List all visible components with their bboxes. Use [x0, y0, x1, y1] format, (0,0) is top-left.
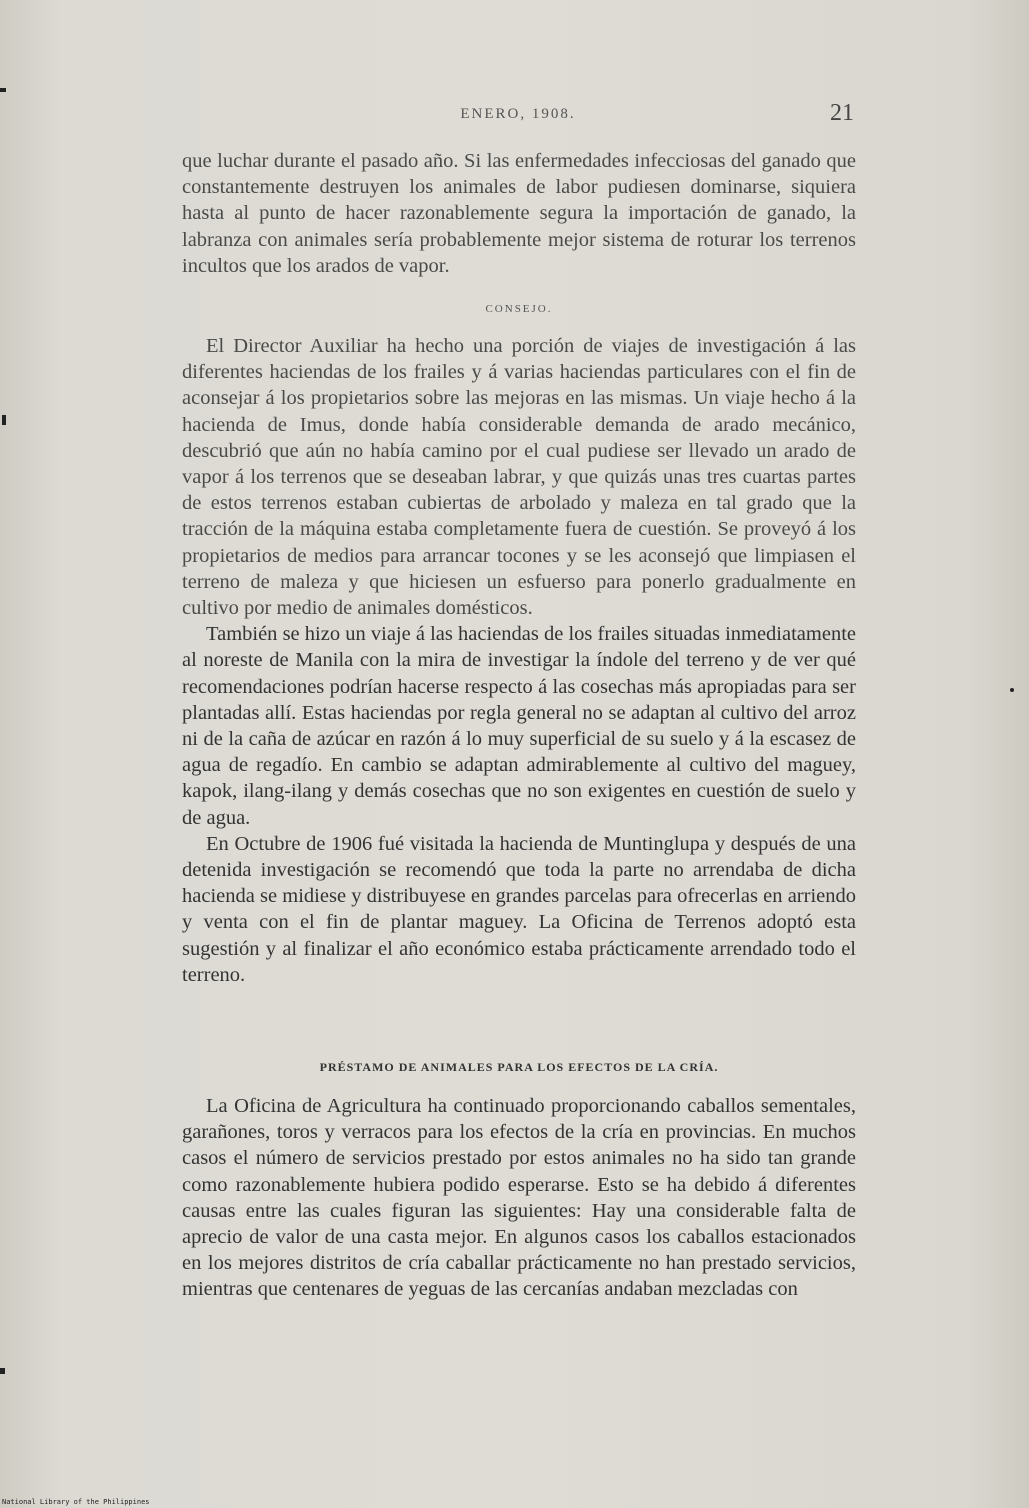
paragraph: La Oficina de Agricultura ha continuado proporcionando caballos sementales, garañones, toros y verracos para los efectos de la cría en provincias. En muchos casos el número de servicios prestado por estos animales no ha sido tan grande como razonablemente hubiera podido esperarse. Esto se ha debido á diferentes causas entre las cuales figuran las siguientes: Hay una considerable falta de aprecio de valor de una casta mejor. En algunos casos los caballos estacionados en los mejores distritos de cría caballar prácticamente no han prestado servicios, mientras que centenares de yeguas de las cercanías andaban mezcladas con	[182, 1095, 856, 1301]
section-heading-consejo: CONSEJO.	[485, 303, 553, 315]
paragraph: También se hizo un viaje á las haciendas de los frailes situadas inmediatamente al noreste de Manila con la mira de investigar la índole del terreno y de ver qué recomendaciones podrían hacerse respecto á las cosechas más apropiadas para ser plantadas allí. Estas haciendas por regla general no se adaptan al cultivo del arroz ni de la caña de azúcar en razón á lo muy superficial de su suelo y á la escasez de agua de regadío. En cambio se adaptan admirablemente al cultivo del maguey, kapok, ilang-ilang y demás cosechas que no son exigentes en cuestión de suelo y de agua.	[182, 623, 856, 829]
library-credit: National Library of the Philippines	[2, 1498, 150, 1506]
text-block-2	[182, 333, 856, 988]
running-head: ENERO, 1908.	[460, 106, 576, 122]
page-number: 21	[830, 100, 854, 126]
paragraph: que luchar durante el pasado año. Si las enfermedades infecciosas del ganado que constantemente destruyen los animales de labor pudiesen dominarse, siquiera hasta al punto de hacer razonablemente segura la importación de ganado, la labranza con animales sería probablemente mejor sistema de roturar los terrenos incultos que los arados de vapor.	[182, 150, 856, 277]
section-heading-prestamo: PRÉSTAMO DE ANIMALES PARA LOS EFECTOS DE LA CRÍA.	[319, 1060, 719, 1074]
margin-mark	[0, 88, 6, 92]
text-block-1	[182, 148, 856, 279]
paragraph: En Octubre de 1906 fué visitada la hacienda de Muntinglupa y después de una detenida investigación se recomendó que toda la parte no arrendaba de dicha hacienda se midiese y distribuyese en grandes parcelas para ofrecerlas en arriendo y venta con el fin de plantar maguey. La Oficina de Terrenos adoptó esta sugestión y al finalizar el año económico estaba prácticamente arrendado todo el terreno.	[182, 832, 856, 986]
margin-mark	[0, 1368, 5, 1374]
page-header	[182, 100, 854, 130]
text-block-3	[182, 1093, 856, 1303]
margin-mark	[2, 415, 6, 425]
paragraph: El Director Auxiliar ha hecho una porción de viajes de investigación á las diferentes haciendas de los frailes y á varias haciendas particulares con el fin de aconsejar á los propietarios sobre las mejoras en las mismas. Un viaje hecho á la hacienda de Imus, donde había considerable demanda de arado mecánico, descubrió que aún no había camino por el cual pudiese ser llevado un arado de vapor á los terrenos que se deseaban labrar, y que quizás unas tres cuartas partes de estos terrenos estaban cubiertas de arbolado y maleza en tal grado que la tracción de la máquina estaba completamente fuera de cuestión. Se proveyó á los propietarios de medios para arrancar tocones y se les aconsejó que limpiasen el terreno de maleza y que hiciesen un esfuerso para ponerlo gradualmente en cultivo por medio de animales domésticos.	[182, 335, 856, 620]
margin-dot	[1010, 688, 1014, 692]
